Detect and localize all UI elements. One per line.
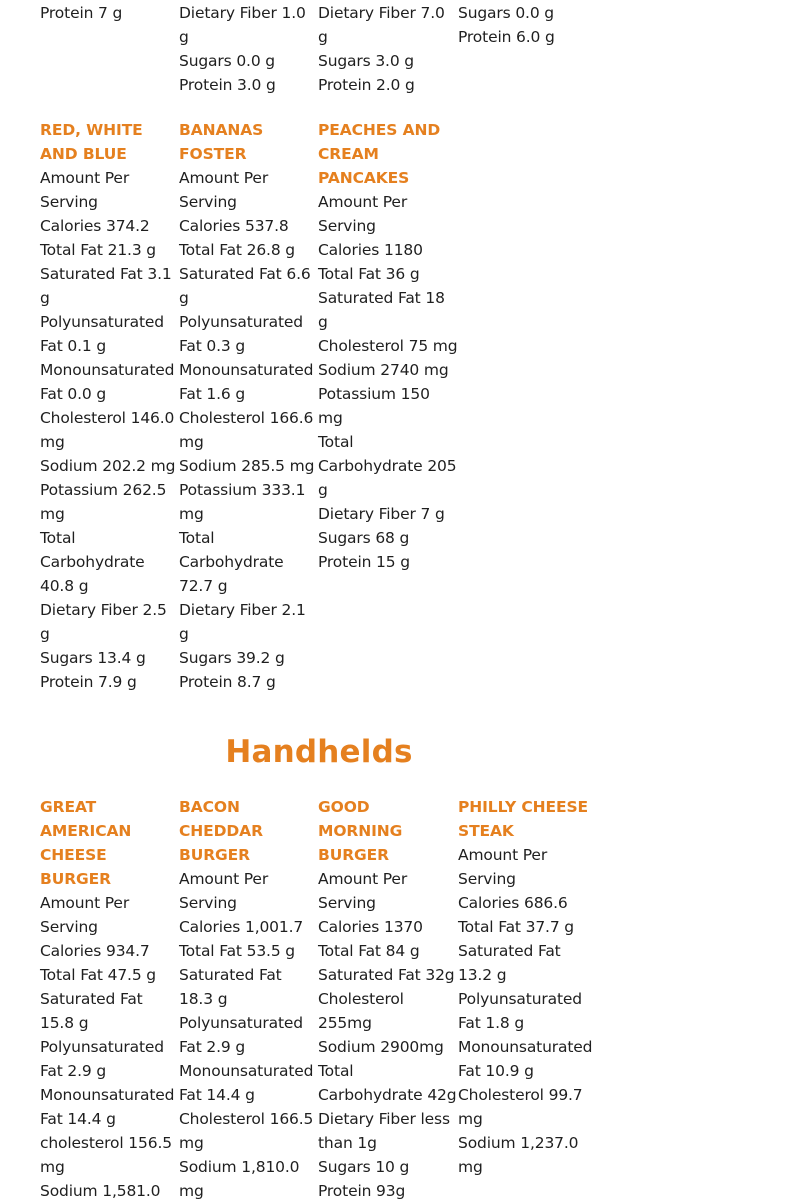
nutrition-line: Sugars 0.0 g [179,52,275,70]
nutrition-line: Polyunsaturated Fat 0.3 g [179,313,303,355]
nutrition-line: Calories 686.6 [458,894,568,912]
nutrition-line: Amount Per Serving [179,870,269,912]
nutrition-line: Protein 93g [318,1182,406,1200]
nutrition-line: Sodium 1,810.0 mg [179,1158,300,1200]
nutrition-grid-desserts [40,118,600,694]
nutrition-line: Sugars 0.0 g [458,4,554,22]
nutrition-line: Protein 7.9 g [40,673,137,691]
section-title-handhelds: Handhelds [225,734,413,770]
nutrition-line: Saturated Fat 18.3 g [179,966,282,1008]
nutrition-line: Monounsaturated Fat 14.4 g [179,1062,314,1104]
nutrition-column [318,1,458,97]
nutrition-line: Amount Per Serving [40,169,130,211]
nutrition-line: Calories 1,001.7 [179,918,304,936]
nutrition-line: Cholesterol 146.0 mg [40,409,175,451]
nutrition-line: Sugars 68 g [318,529,410,547]
nutrition-line: Total Fat 53.5 g [179,942,295,960]
menu-item-title: BACON CHEDDAR BURGER [179,798,263,864]
nutrition-line: Protein 15 g [318,553,410,571]
nutrition-line: Sodium 2900mg [318,1038,444,1056]
nutrition-grid-handhelds [40,795,600,1203]
nutrition-line: Saturated Fat 32g [318,966,455,984]
nutrition-page [40,0,600,1203]
nutrition-line: Total Carbohydrate 42g [318,1062,457,1104]
nutrition-line: Monounsaturated Fat 1.6 g [179,361,314,403]
nutrition-line: Sugars 39.2 g [179,649,285,667]
nutrition-line: Protein 8.7 g [179,673,276,691]
nutrition-line: Sugars 13.4 g [40,649,146,667]
nutrition-line: Dietary Fiber 1.0 g [179,4,306,46]
nutrition-line: Calories 934.7 [40,942,150,960]
nutrition-line: Dietary Fiber less than 1g [318,1110,450,1152]
nutrition-line: Dietary Fiber 2.5 g [40,601,167,643]
nutrition-line: cholesterol 156.5 mg [40,1134,172,1176]
menu-item-bananas-foster [179,118,318,694]
nutrition-line: Sodium 285.5 mg [179,457,315,475]
nutrition-line: Sodium 1,581.0 [40,1182,161,1200]
menu-item-title: GOOD MORNING BURGER [318,798,403,864]
nutrition-line: Polyunsaturated Fat 2.9 g [40,1038,164,1080]
nutrition-line: Saturated Fat 13.2 g [458,942,561,984]
nutrition-line: Sodium 2740 mg [318,361,449,379]
nutrition-line: Saturated Fat 3.1 g [40,265,172,307]
nutrition-line: Amount Per Serving [458,846,548,888]
nutrition-line: Polyunsaturated Fat 1.8 g [458,990,582,1032]
nutrition-line: Amount Per Serving [318,193,408,235]
nutrition-line: Cholesterol 75 mg [318,337,458,355]
nutrition-line: Total Fat 84 g [318,942,420,960]
nutrition-column [179,1,318,97]
menu-item-red-white-and-blue [40,118,179,694]
menu-item-title: PHILLY CHEESE STEAK [458,798,589,840]
menu-item-good-morning-burger [318,795,458,1203]
nutrition-line: Total Carbohydrate 205 g [318,433,457,499]
nutrition-line: Total Fat 21.3 g [40,241,156,259]
menu-item-title: GREAT AMERICAN CHEESE BURGER [40,798,132,888]
nutrition-line: Calories 1180 [318,241,423,259]
menu-item-title: PEACHES AND CREAM PANCAKES [318,121,441,187]
nutrition-line: Monounsaturated Fat 10.9 g [458,1038,593,1080]
nutrition-line: Sodium 1,237.0 mg [458,1134,579,1176]
nutrition-column [458,1,598,49]
nutrition-grid-top [40,1,600,97]
nutrition-line: Dietary Fiber 7 g [318,505,445,523]
nutrition-line: Total Fat 36 g [318,265,420,283]
nutrition-line: Amount Per Serving [40,894,130,936]
menu-item-title: RED, WHITE AND BLUE [40,121,143,163]
menu-item-bacon-cheddar-burger [179,795,318,1203]
nutrition-line: Sugars 3.0 g [318,52,414,70]
nutrition-line: Polyunsaturated Fat 0.1 g [40,313,164,355]
menu-item-title: BANANAS FOSTER [179,121,264,163]
nutrition-line: Total Fat 47.5 g [40,966,156,984]
nutrition-line: Protein 2.0 g [318,76,415,94]
nutrition-line: Amount Per Serving [179,169,269,211]
menu-item-great-american-cheese-burger [40,795,179,1203]
nutrition-line: Total Fat 26.8 g [179,241,295,259]
nutrition-line: Cholesterol 166.6 mg [179,409,314,451]
nutrition-line: Cholesterol 255mg [318,990,404,1032]
nutrition-line: Cholesterol 99.7 mg [458,1086,583,1128]
nutrition-line: Saturated Fat 6.6 g [179,265,311,307]
nutrition-line: Total Carbohydrate 40.8 g [40,529,145,595]
nutrition-line: Cholesterol 166.5 mg [179,1110,314,1152]
nutrition-line: Potassium 333.1 mg [179,481,306,523]
nutrition-line: Calories 374.2 [40,217,150,235]
nutrition-column [40,1,179,25]
nutrition-line: Calories 1370 [318,918,423,936]
nutrition-line: Saturated Fat 18 g [318,289,445,331]
nutrition-line: Amount Per Serving [318,870,408,912]
nutrition-line: Potassium 262.5 mg [40,481,167,523]
nutrition-line: Protein 3.0 g [179,76,276,94]
nutrition-line: Polyunsaturated Fat 2.9 g [179,1014,303,1056]
nutrition-line: Monounsaturated Fat 0.0 g [40,361,175,403]
nutrition-line: Protein 6.0 g [458,28,555,46]
nutrition-line: Calories 537.8 [179,217,289,235]
nutrition-line: Saturated Fat 15.8 g [40,990,143,1032]
nutrition-line: Dietary Fiber 2.1 g [179,601,306,643]
nutrition-line: Dietary Fiber 7.0 g [318,4,445,46]
menu-item-peaches-and-cream-pancakes [318,118,458,574]
nutrition-line: Protein 7 g [40,4,123,22]
nutrition-line: Total Carbohydrate 72.7 g [179,529,284,595]
nutrition-line: Potassium 150 mg [318,385,430,427]
nutrition-line: Sugars 10 g [318,1158,410,1176]
nutrition-line: Monounsaturated Fat 14.4 g [40,1086,175,1128]
nutrition-line: Sodium 202.2 mg [40,457,176,475]
nutrition-line: Total Fat 37.7 g [458,918,574,936]
menu-item-philly-cheese-steak [458,795,598,1179]
